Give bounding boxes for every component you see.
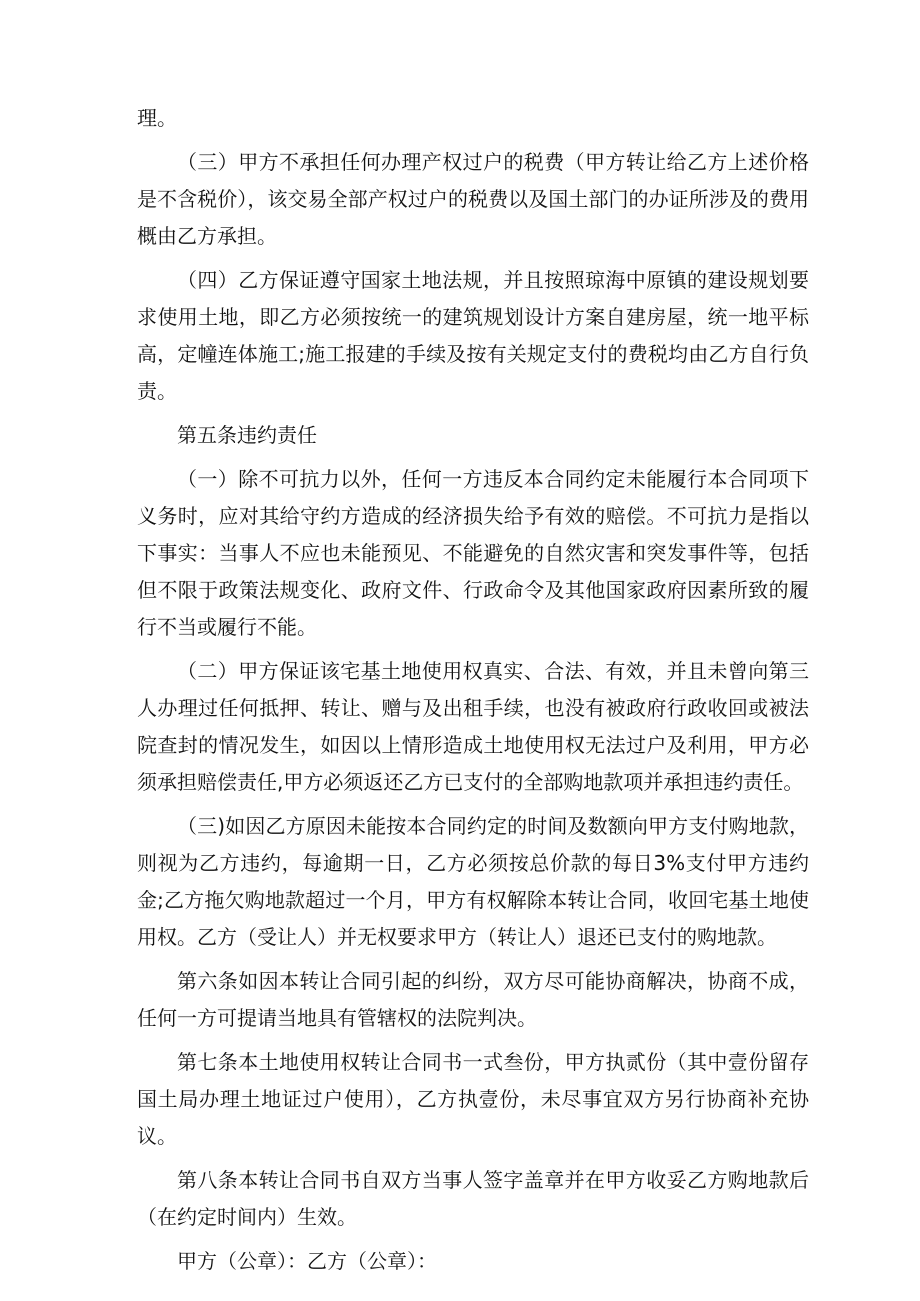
- section-heading-article-5: 第五条违约责任: [177, 423, 317, 447]
- paragraph-article-6: 第六条如因本转让合同引起的纠纷，双方尽可能协商解决，协商不成，任何一方可提请当地具有管辖权的法院判决。: [137, 969, 809, 1030]
- paragraph-article-7: 第七条本土地使用权转让合同书一式叁份，甲方执贰份（其中壹份留存国土局办理土地证过户使用），乙方执壹份，未尽事宜双方另行协商补充协议。: [137, 1050, 809, 1148]
- signature-line: 甲方（公章）：乙方（公章）：: [177, 1249, 437, 1273]
- paragraph-breach-1: （一）除不可抗力以外，任何一方违反本合同约定未能履行本合同项下义务时，应对其给守约方造成的经济损失给予有效的赔偿。不可抗力是指以下事实：当事人不应也未能预见、不能避免的自然灾害和突发事件等，包括但不限于政策法规变化、政府文件、行政命令及其他国家政府因素所致的履行不当或履行不能。: [137, 467, 809, 639]
- paragraph-clause-4: （四）乙方保证遵守国家土地法规，并且按照琼海中原镇的建设规划要求使用土地，即乙方必须按统一的建筑规划设计方案自建房屋，统一地平标高，定幢连体施工;施工报建的手续及按有关规定支付的费税均由乙方自行负责。: [137, 268, 809, 403]
- paragraph-article-8: 第八条本转让合同书自双方当事人签字盖章并在甲方收妥乙方购地款后（在约定时间内）生效。: [137, 1168, 809, 1229]
- paragraph-clause-3: （三）甲方不承担任何办理产权过户的税费（甲方转让给乙方上述价格是不含税价），该交易全部产权过户的税费以及国土部门的办证所涉及的费用概由乙方承担。: [137, 150, 809, 248]
- paragraph-breach-3: （三)如因乙方原因未能按本合同约定的时间及数额向甲方支付购地款，则视为乙方违约，每逾期一日，乙方必须按总价款的每日3%支付甲方违约金;乙方拖欠购地款超过一个月，甲方有权解除本转让合同，收回宅基土地使用权。乙方（受让人）并无权要求甲方（转让人）退还已支付的购地款。: [137, 814, 809, 949]
- paragraph-breach-2: （二）甲方保证该宅基土地使用权真实、合法、有效，并且未曾向第三人办理过任何抵押、转让、赠与及出租手续，也没有被政府行政收回或被法院查封的情况发生，如因以上情形造成土地使用权无法过户及利用，甲方必须承担赔偿责任,甲方必须返还乙方已支付的全部购地款项并承担违约责任。: [137, 659, 809, 794]
- document-page: [137, 100, 809, 1287]
- paragraph-continuation: 理。: [137, 106, 177, 130]
